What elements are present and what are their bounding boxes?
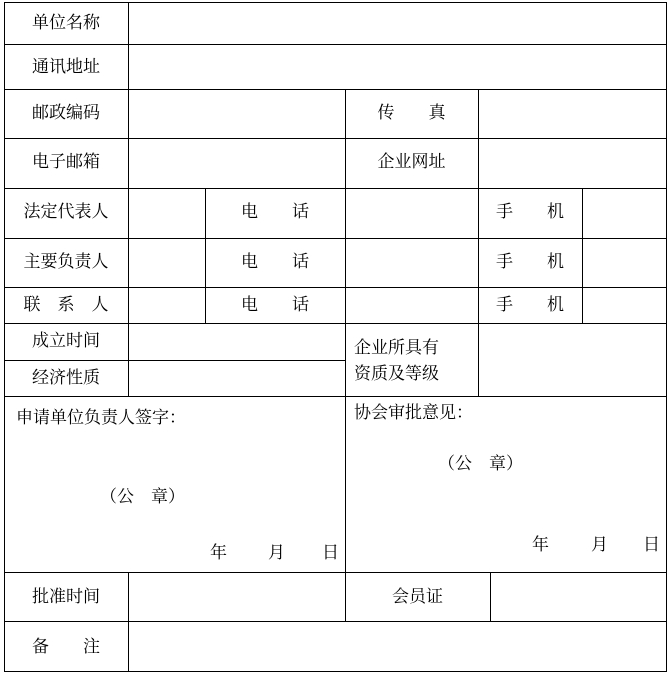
qualification-label-line2: 资质及等级 bbox=[354, 364, 439, 384]
row-divider bbox=[4, 238, 667, 239]
postcode-field[interactable] bbox=[129, 90, 345, 138]
applicant-seal: （公 章） bbox=[100, 487, 185, 507]
qualification-field[interactable] bbox=[479, 324, 666, 396]
principal-label: 主要负责人 bbox=[23, 252, 109, 272]
contact-phone-field[interactable] bbox=[346, 288, 478, 323]
table-border-bottom bbox=[4, 671, 667, 672]
website-label: 企业网址 bbox=[377, 152, 446, 172]
applicant-date-day: 日 bbox=[322, 543, 339, 563]
legal-rep-name-field[interactable] bbox=[129, 189, 205, 238]
legal-rep-label: 法定代表人 bbox=[23, 202, 109, 222]
contact-name-field[interactable] bbox=[129, 288, 205, 323]
applicant-signature-label: 申请单位负责人签字： bbox=[16, 408, 186, 428]
applicant-signature-area[interactable] bbox=[5, 397, 345, 572]
row-divider bbox=[4, 188, 667, 189]
contact-phone-label: 电 话 bbox=[241, 295, 309, 315]
remarks-field[interactable] bbox=[129, 622, 666, 671]
table-border-right bbox=[666, 2, 667, 672]
contact-mobile-label: 手 机 bbox=[496, 295, 564, 315]
row-divider bbox=[4, 287, 667, 288]
association-opinion-label: 协会审批意见： bbox=[354, 403, 473, 423]
legal-rep-mobile-label: 手 机 bbox=[496, 202, 564, 222]
association-date-year: 年 bbox=[532, 535, 549, 555]
approval-time-field[interactable] bbox=[129, 573, 345, 621]
established-field[interactable] bbox=[129, 324, 345, 360]
principal-mobile-field[interactable] bbox=[583, 239, 666, 287]
address-label: 通讯地址 bbox=[32, 57, 100, 77]
contact-mobile-field[interactable] bbox=[583, 288, 666, 323]
unit-name-label: 单位名称 bbox=[32, 13, 100, 33]
website-field[interactable] bbox=[479, 139, 666, 188]
email-label: 电子邮箱 bbox=[32, 152, 100, 172]
approval-time-label: 批准时间 bbox=[32, 587, 100, 607]
contact-label: 联 系 人 bbox=[23, 295, 109, 315]
member-cert-label: 会员证 bbox=[392, 587, 443, 607]
legal-rep-phone-field[interactable] bbox=[346, 189, 478, 238]
principal-phone-field[interactable] bbox=[346, 239, 478, 287]
postcode-label: 邮政编码 bbox=[32, 103, 100, 123]
applicant-date-month: 月 bbox=[268, 543, 285, 563]
legal-rep-phone-label: 电 话 bbox=[241, 202, 309, 222]
association-opinion-area[interactable] bbox=[346, 397, 666, 572]
association-date-month: 月 bbox=[591, 535, 608, 555]
principal-name-field[interactable] bbox=[129, 239, 205, 287]
remarks-label: 备 注 bbox=[32, 637, 100, 657]
unit-name-field[interactable] bbox=[129, 3, 666, 44]
fax-label: 传 真 bbox=[377, 103, 446, 123]
association-date-day: 日 bbox=[643, 535, 660, 555]
economic-nature-label: 经济性质 bbox=[32, 368, 100, 388]
applicant-date-year: 年 bbox=[210, 543, 227, 563]
email-field[interactable] bbox=[129, 139, 345, 188]
address-field[interactable] bbox=[129, 45, 666, 89]
principal-mobile-label: 手 机 bbox=[496, 252, 564, 272]
member-cert-field[interactable] bbox=[491, 573, 666, 621]
legal-rep-mobile-field[interactable] bbox=[583, 189, 666, 238]
association-seal: （公 章） bbox=[438, 454, 523, 474]
economic-nature-field[interactable] bbox=[129, 361, 345, 396]
fax-field[interactable] bbox=[479, 90, 666, 138]
qualification-label-line1: 企业所具有 bbox=[354, 338, 439, 358]
principal-phone-label: 电 话 bbox=[241, 252, 309, 272]
established-label: 成立时间 bbox=[32, 331, 100, 351]
